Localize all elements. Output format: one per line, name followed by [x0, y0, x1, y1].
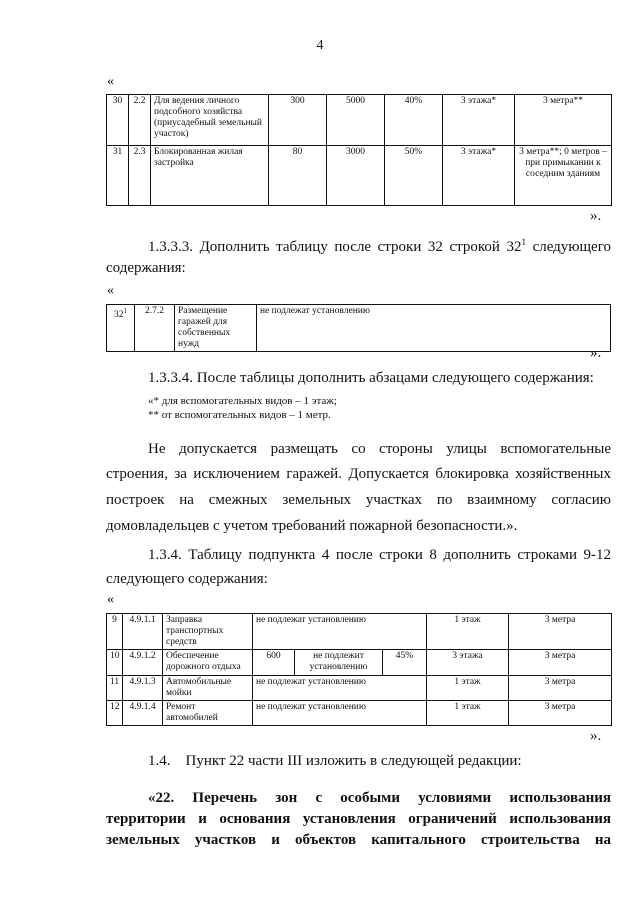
cell-code: 4.9.1.1 — [123, 614, 163, 650]
cell-distance: 3 метра — [509, 614, 612, 650]
cell-num: 12 — [107, 701, 123, 726]
table-row — [107, 676, 612, 701]
table-1 — [106, 94, 612, 206]
cell-floors: 3 этажа* — [443, 95, 515, 146]
cell-distance: 3 метра — [509, 676, 612, 701]
table-row — [107, 95, 612, 146]
section-1-3-3-3-line2: содержания: — [106, 260, 186, 276]
paragraph-line: построек на смежных земельных участках по взаимному согласию — [106, 492, 611, 508]
table-2 — [106, 304, 611, 352]
cell-distance: 3 метра** — [515, 95, 612, 146]
table-row — [107, 650, 612, 676]
table-row — [107, 146, 612, 206]
cell-max-area: 5000 — [327, 95, 385, 146]
open-quote: « — [107, 74, 114, 89]
cell-num: 31 — [107, 146, 129, 206]
cell-percent: 45% — [383, 650, 427, 676]
cell-name: Размещение гаражей для собственных нужд — [175, 305, 257, 352]
open-quote: « — [107, 592, 114, 607]
section-22-line3: земельных участков и объектов капитального строительства на — [106, 832, 611, 848]
cell-num: 30 — [107, 95, 129, 146]
section-1-3-4-line1: 1.3.4. Таблицу подпункта 4 после строки 8 дополнить строками 9-12 — [148, 547, 611, 563]
cell-code: 4.9.1.2 — [123, 650, 163, 676]
section-22-line1: «22. Перечень зон с особыми условиями использования — [148, 790, 611, 806]
paragraph-line: домовладельцев с учетом требований пожарной безопасности.». — [106, 518, 518, 534]
cell-code: 2.3 — [129, 146, 151, 206]
section-1-3-3-4-text: 1.3.3.4. После таблицы дополнить абзацами следующего содержания: — [148, 370, 594, 386]
cell-distance: 3 метра — [509, 650, 612, 676]
table-row — [107, 305, 611, 352]
cell-max-area: 3000 — [327, 146, 385, 206]
cell-floors: 1 этаж — [427, 701, 509, 726]
cell-num: $32^1$ — [107, 305, 135, 352]
paragraph-line: строения, за исключением гаражей. Допускается блокировка хозяйственных — [106, 466, 611, 482]
cell-num: 10 — [107, 650, 123, 676]
cell-name: Заправка транспортных средств — [163, 614, 253, 650]
cell-floors: 3 этажа — [427, 650, 509, 676]
cell-floors: 1 этаж — [427, 676, 509, 701]
cell-code: 2.2 — [129, 95, 151, 146]
cell-percent: 40% — [385, 95, 443, 146]
cell-min-area: 600 — [253, 650, 295, 676]
table-row — [107, 614, 612, 650]
footnote-2: ** от вспомогательных видов – 1 метр. — [148, 409, 331, 421]
page-number: 4 — [316, 38, 324, 53]
cell-value: не подлежат установлению — [253, 701, 427, 726]
section-1-3-4-line2: следующего содержания: — [106, 571, 268, 587]
cell-min-area: 80 — [269, 146, 327, 206]
cell-name: Обеспечение дорожного отдыха — [163, 650, 253, 676]
close-quote: ». — [590, 345, 602, 361]
cell-code: 4.9.1.3 — [123, 676, 163, 701]
cell-name: Автомобильные мойки — [163, 676, 253, 701]
cell-code: 2.7.2 — [135, 305, 175, 352]
paragraph-line: Не допускается размещать со стороны улицы вспомогательные — [148, 441, 611, 457]
cell-floors: 3 этажа* — [443, 146, 515, 206]
cell-min-area: 300 — [269, 95, 327, 146]
cell-value: не подлежат установлению — [257, 305, 611, 352]
cell-num: 9 — [107, 614, 123, 650]
section-1-4-text: 1.4. Пункт 22 части III изложить в следующей редакции: — [148, 753, 522, 769]
cell-percent: 50% — [385, 146, 443, 206]
close-quote: ». — [590, 208, 602, 224]
cell-value: не подлежат установлению — [253, 676, 427, 701]
cell-name: Ремонт автомобилей — [163, 701, 253, 726]
cell-floors: 1 этаж — [427, 614, 509, 650]
open-quote: « — [107, 283, 114, 298]
cell-num: 11 — [107, 676, 123, 701]
close-quote: ». — [590, 728, 602, 744]
cell-code: 4.9.1.4 — [123, 701, 163, 726]
table-row — [107, 701, 612, 726]
cell-name: Для ведения личного подсобного хозяйства (приусадебный земельный участок) — [151, 95, 269, 146]
cell-distance: 3 метра — [509, 701, 612, 726]
cell-distance: 3 метра**; 0 метров – при примыкании к соседним зданиям — [515, 146, 612, 206]
footnote-1: «* для вспомогательных видов – 1 этаж; — [148, 395, 337, 407]
section-22-line2: территории и основания установления ограничений использования — [106, 811, 611, 827]
cell-name: Блокированная жилая застройка — [151, 146, 269, 206]
cell-max-area: не подлежит установлению — [295, 650, 383, 676]
cell-value: не подлежат установлению — [253, 614, 427, 650]
table-3 — [106, 613, 612, 726]
section-1-3-3-3-line1: 1.3.3.3. Дополнить таблицу после строки 32 строкой $32^1$ следующего — [148, 237, 611, 255]
